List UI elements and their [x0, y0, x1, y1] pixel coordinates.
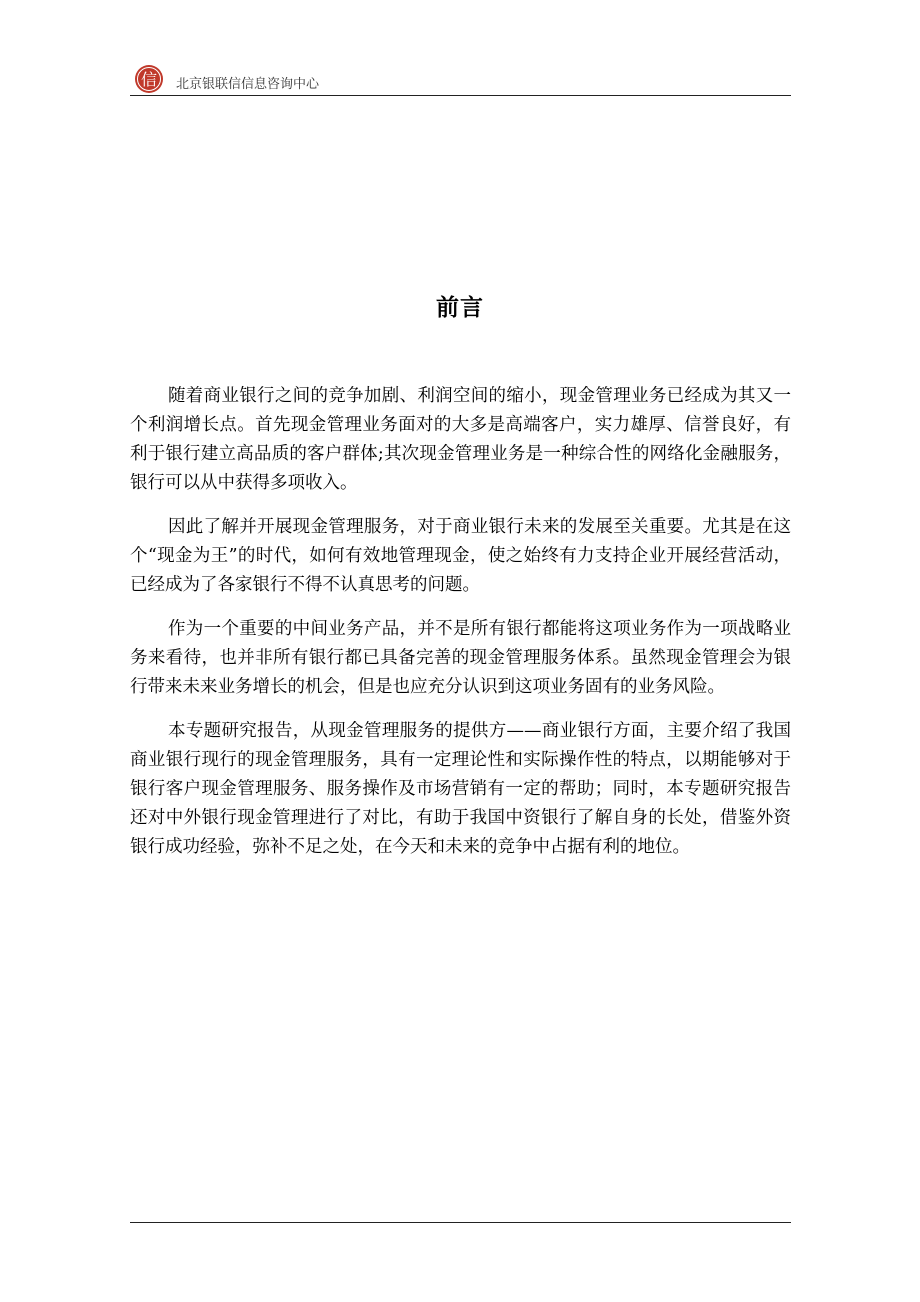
paragraph-4: 本专题研究报告，从现金管理服务的提供方——商业银行方面，主要介绍了我国商业银行现行的现金管理服务，具有一定理论性和实际操作性的特点，以期能够对于银行客户现金管理服务、服务操作及市场营销有一定的帮助；同时，本专题研究报告还对中外银行现金管理进行了对比，有助于我国中资银行了解自身的长处，借鉴外资银行成功经验，弥补不足之处，在今天和未来的竞争中占据有利的地位。: [130, 721, 791, 857]
organization-name: 北京银联信信息咨询中心: [176, 77, 320, 92]
paragraph-3: 作为一个重要的中间业务产品，并不是所有银行都能将这项业务作为一项战略业务来看待，也并非所有银行都已具备完善的现金管理服务体系。虽然现金管理会为银行带来未来业务增长的机会，但是也应充分认识到这项业务固有的业务风险。: [130, 619, 791, 697]
xin-character-seal-icon: [134, 64, 164, 94]
document-body: [130, 382, 791, 877]
paragraph-1: 随着商业银行之间的竞争加剧、利润空间的缩小，现金管理业务已经成为其又一个利润增长点。首先现金管理业务面对的大多是高端客户，实力雄厚、信誉良好，有利于银行建立高品质的客户群体;其次现金管理业务是一种综合性的网络化金融服务，银行可以从中获得多项收入。: [130, 386, 791, 493]
page-title: 前言: [436, 295, 484, 322]
logo-character: 信: [140, 70, 158, 89]
footer-divider: [130, 1222, 791, 1223]
paragraph-2: 因此了解并开展现金管理服务，对于商业银行未来的发展至关重要。尤其是在这个“现金为王”的时代，如何有效地管理现金，使之始终有力支持企业开展经营活动，已经成为了各家银行不得不认真思考的问题。: [130, 517, 791, 595]
page-header: [130, 64, 790, 96]
header-divider: [130, 95, 791, 96]
